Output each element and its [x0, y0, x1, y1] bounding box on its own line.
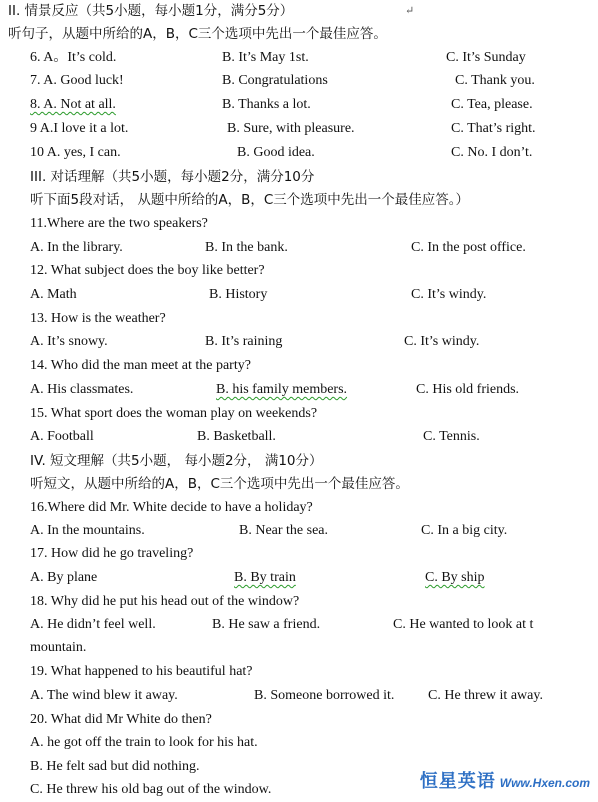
item-row — [0, 142, 598, 165]
option-b: B. Basketball. — [197, 429, 276, 444]
answer-line — [0, 732, 598, 755]
section2-instruction-line — [0, 23, 598, 46]
option-b: B. Good idea. — [237, 145, 315, 160]
question-text: 12. What subject does the boy like better? — [30, 263, 265, 278]
options-row — [0, 685, 598, 708]
option-c: C. No. I don’t. — [451, 145, 533, 160]
section3-instruction: 听下面5段对话， 从题中所给的A，B，C三个选项中先出一个最佳应答。） — [30, 192, 470, 208]
question-line — [0, 213, 598, 236]
wrapped-line — [0, 637, 598, 660]
question-line — [0, 260, 598, 283]
option-c: C. It’s windy. — [411, 287, 487, 302]
question-text: 18. Why did he put his head out of the window? — [30, 594, 300, 609]
option-c: C. Tea, please. — [451, 97, 533, 112]
question-text: 16.Where did Mr. White decide to have a holiday? — [30, 500, 313, 515]
option-c: C. His old friends. — [416, 382, 520, 397]
option-a: 8. A. Not at all. — [30, 97, 116, 112]
option-c: C. In the post office. — [411, 240, 526, 255]
options-row — [0, 379, 598, 402]
option-c: C. It’s windy. — [404, 334, 480, 349]
section3-heading: III. 对话理解（共5小题，每小题2分，满分10分 — [30, 169, 315, 185]
option-a: 9 A.I love it a lot. — [30, 121, 129, 136]
section3-instruction-line — [0, 189, 598, 212]
option-b: B. Near the sea. — [239, 523, 329, 538]
option-a: A. Math — [30, 287, 77, 302]
option-b: B. He felt sad but did nothing. — [30, 759, 200, 774]
options-row — [0, 284, 598, 307]
item-row — [0, 94, 598, 117]
option-a: A. By plane — [30, 570, 98, 585]
watermark-logo — [420, 767, 590, 793]
item-row — [0, 70, 598, 93]
option-a: A. In the mountains. — [30, 523, 145, 538]
option-b: B. Congratulations — [222, 73, 328, 88]
option-b: B. his family members. — [216, 382, 348, 397]
section3-heading-line — [0, 166, 598, 189]
question-line — [0, 543, 598, 566]
question-line — [0, 661, 598, 684]
option-a: A. It’s snowy. — [30, 334, 108, 349]
question-text: 15. What sport does the woman play on weekends? — [30, 406, 318, 421]
option-c: C. He threw it away. — [428, 688, 543, 703]
item-row — [0, 118, 598, 141]
option-c: C. Thank you. — [455, 73, 535, 88]
option-c: C. He wanted to look at t — [393, 617, 534, 632]
option-b: B. It’s raining — [205, 334, 283, 349]
question-text: 13. How is the weather? — [30, 311, 166, 326]
section2-instruction: 听句子，从题中所给的A，B，C三个选项中先出一个最佳应答。 — [8, 26, 387, 42]
question-line — [0, 497, 598, 520]
question-line — [0, 403, 598, 426]
watermark-brand: 恒星英语 — [419, 771, 496, 792]
option-a: 10 A. yes, I can. — [30, 145, 121, 160]
option-a: A. His classmates. — [30, 382, 134, 397]
option-c: C. By ship — [425, 570, 485, 585]
section4-heading: IV. 短文理解（共5小题， 每小题2分， 满10分） — [30, 453, 323, 469]
option-b: B. He saw a friend. — [212, 617, 321, 632]
question-line — [0, 591, 598, 614]
question-line — [0, 355, 598, 378]
section2-heading-line — [0, 0, 598, 23]
option-a: A. In the library. — [30, 240, 123, 255]
option-a: A. He didn’t feel well. — [30, 617, 156, 632]
question-text: 20. What did Mr White do then? — [30, 712, 212, 727]
question-text: 19. What happened to his beautiful hat? — [30, 664, 253, 679]
question-text: 17. How did he go traveling? — [30, 546, 194, 561]
option-c: C. In a big city. — [421, 523, 508, 538]
option-c: C. It’s Sunday — [446, 50, 526, 65]
option-a: A. he got off the train to look for his hat. — [30, 735, 258, 750]
question-text: 14. Who did the man meet at the party? — [30, 358, 251, 373]
option-b: B. It’s May 1st. — [222, 50, 309, 65]
option-b: B. Thanks a lot. — [222, 97, 311, 112]
option-b: B. Sure, with pleasure. — [227, 121, 355, 136]
option-b: B. By train — [234, 570, 296, 585]
section4-instruction: 听短文，从题中所给的A，B，C三个选项中先出一个最佳应答。 — [30, 476, 409, 492]
options-row — [0, 567, 598, 590]
option-a: A. The wind blew it away. — [30, 688, 178, 703]
section2-heading: II. 情景反应（共5小题，每小题1分，满分5分） — [8, 3, 294, 19]
question-line — [0, 308, 598, 331]
option-a: A. Football — [30, 429, 94, 444]
options-row — [0, 520, 598, 543]
watermark-url: Www.Hxen.com — [499, 776, 590, 790]
option-a: 6. A。It’s cold. — [30, 50, 117, 65]
question-line — [0, 709, 598, 732]
option-b: B. History — [209, 287, 268, 302]
paragraph-mark: ↵ — [405, 5, 415, 17]
options-row — [0, 331, 598, 354]
option-c: C. Tennis. — [423, 429, 480, 444]
item-row — [0, 47, 598, 70]
option-c-continuation: mountain. — [30, 640, 87, 655]
option-b: B. Someone borrowed it. — [254, 688, 395, 703]
options-row — [0, 614, 598, 637]
options-row — [0, 237, 598, 260]
option-b: B. In the bank. — [205, 240, 288, 255]
section4-heading-line — [0, 450, 598, 473]
option-c: C. He threw his old bag out of the window. — [30, 782, 272, 797]
option-c: C. That’s right. — [451, 121, 536, 136]
options-row — [0, 426, 598, 449]
section4-instruction-line — [0, 473, 598, 496]
question-text: 11.Where are the two speakers? — [30, 216, 208, 231]
option-a: 7. A. Good luck! — [30, 73, 124, 88]
